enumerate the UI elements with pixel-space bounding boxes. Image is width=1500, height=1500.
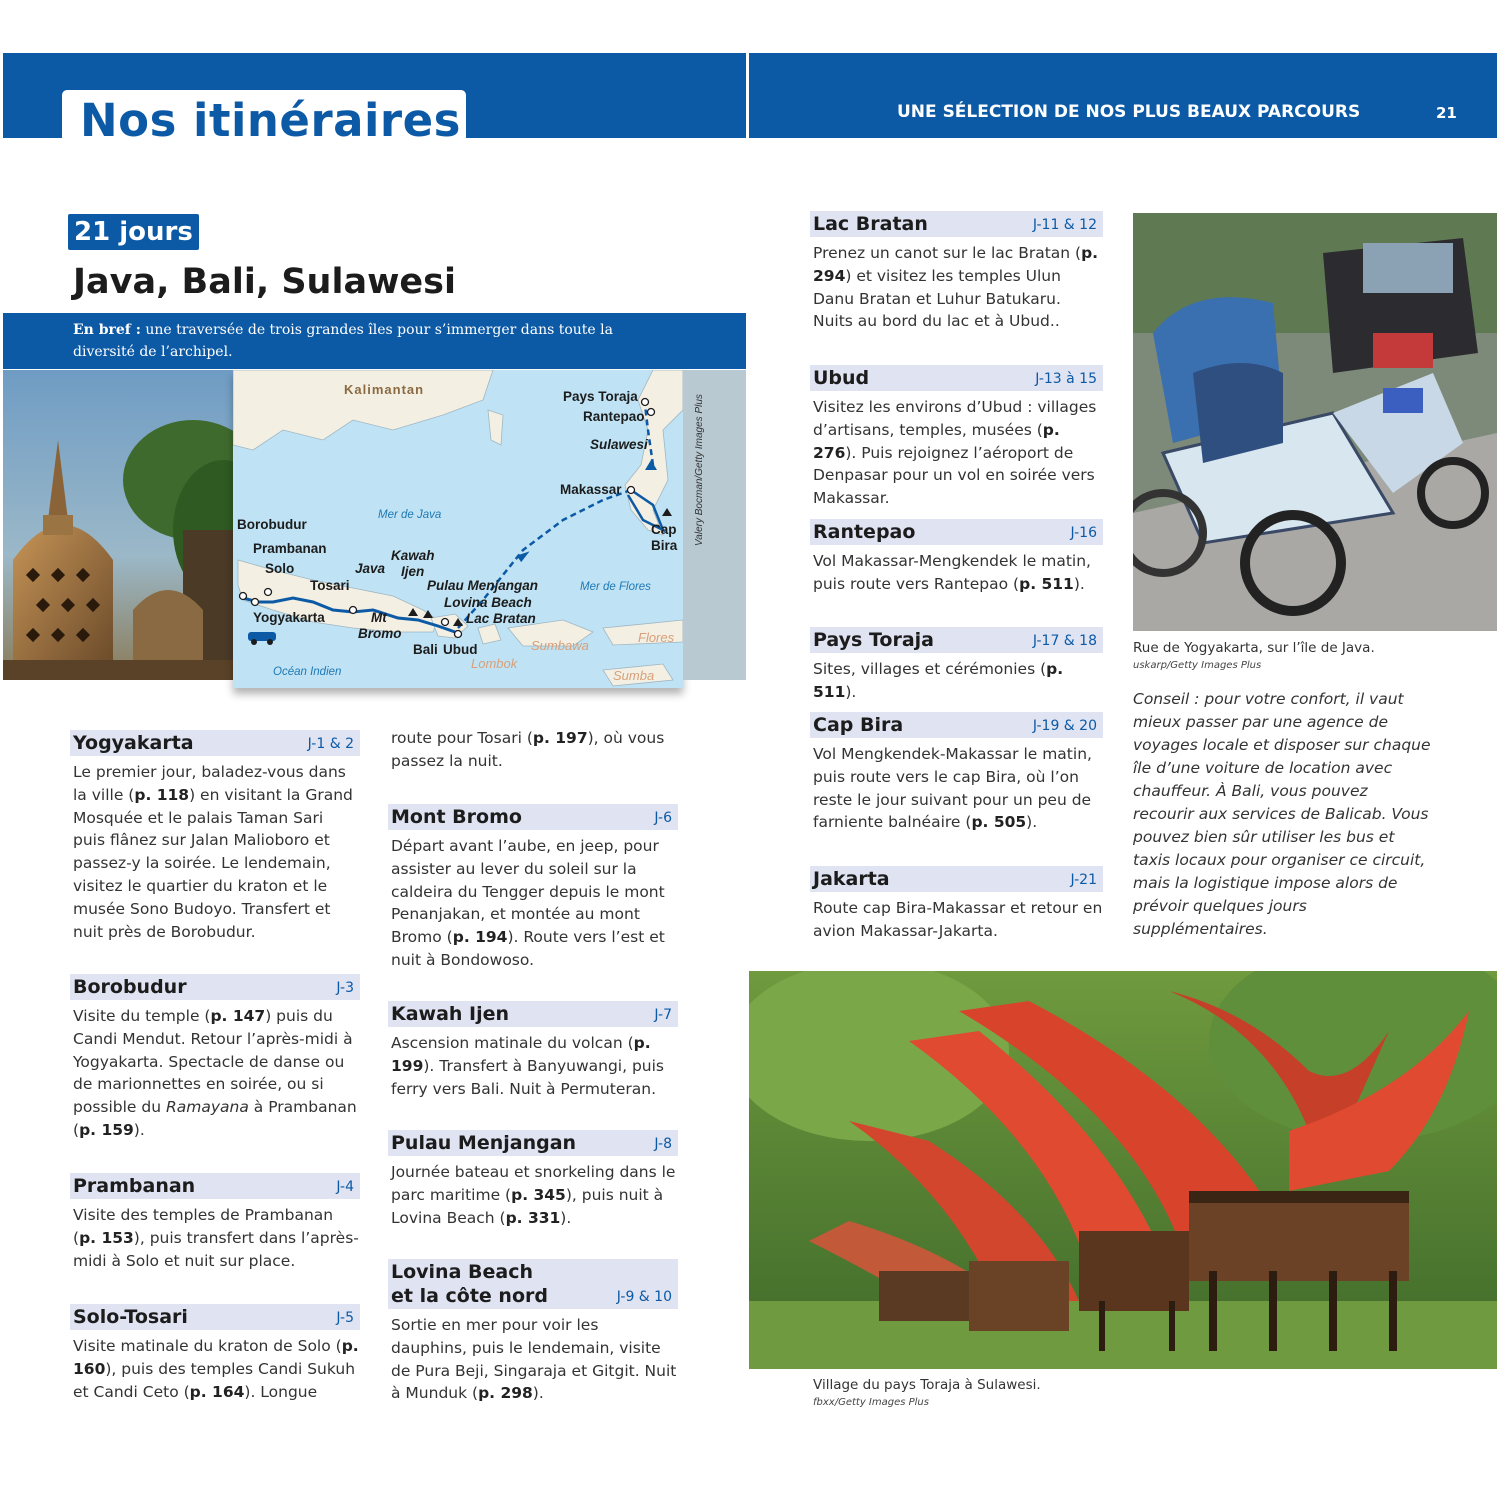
brief-text: une traversée de trois grandes îles pour s’immerger dans toute la diversité de l’archipel.	[73, 322, 613, 360]
page-ref: p. 194	[452, 928, 508, 947]
section-days: J-7	[654, 1007, 672, 1023]
header-band-right	[749, 53, 1497, 138]
becak-photo	[1133, 213, 1497, 631]
section-days: J-1 & 2	[307, 736, 354, 752]
section-borobudur	[70, 974, 360, 1142]
section-header	[388, 804, 678, 830]
map-label-makassar: Makassar	[560, 482, 622, 497]
brief-banner	[3, 313, 746, 369]
section-header	[810, 211, 1103, 237]
section-rantepao	[810, 519, 1103, 596]
section-name: Rantepao	[813, 521, 916, 543]
section-name: Jakarta	[813, 868, 890, 890]
borobudur-photo	[3, 370, 243, 680]
becak-caption: Rue de Yogyakarta, sur l’île de Java.	[1133, 640, 1375, 656]
section-days: J-13 à 15	[1035, 371, 1097, 387]
section-name: Solo-Tosari	[73, 1306, 188, 1328]
map-label-bromo: Bromo	[358, 626, 402, 641]
page-ref: p. 164	[189, 1382, 245, 1401]
map-label-sumbawa: Sumbawa	[531, 638, 589, 653]
section-header	[810, 627, 1103, 653]
page-ref: p. 160	[73, 1337, 359, 1378]
section-header	[388, 1259, 678, 1309]
section-name: Ubud	[813, 367, 870, 389]
section-header	[70, 1304, 360, 1330]
section-name: Cap Bira	[813, 714, 904, 736]
map-label-kawah: Kawah	[391, 548, 435, 563]
map-credit	[690, 378, 706, 548]
page-ref: p. 276	[813, 420, 1060, 462]
section-text: Sites, villages et cérémonies (p. 511).	[813, 660, 1064, 701]
becak-credit: uskarp/Getty Images Plus	[1133, 660, 1262, 671]
map-label-java: Java	[355, 561, 386, 576]
page-ref: p. 331	[505, 1208, 561, 1227]
section-pulau-menjangan	[388, 1130, 678, 1229]
page-ref: p. 294	[813, 244, 1099, 285]
section-text: Visite des temples de Prambanan (p. 153), puis transfert dans l’après-midi à Solo et nuit sur place.	[73, 1206, 359, 1270]
toraja-caption: Village du pays Toraja à Sulawesi.	[813, 1377, 1041, 1393]
page-ref: p. 511	[1019, 574, 1074, 593]
header-subtitle: UNE SÉLECTION DE NOS PLUS BEAUX PARCOURS	[897, 102, 1361, 122]
section-name: Borobudur	[73, 976, 187, 998]
map-label-borobudur: Borobudur	[237, 517, 307, 532]
section-text: Vol Mengkendek-Makassar le matin, puis route vers le cap Bira, où l’on reste le jour suivant pour un peu de farniente balnéaire (p. 505).	[813, 745, 1092, 832]
map-label-lac-bratan: Lac Bratan	[466, 611, 536, 626]
section-mont-bromo	[388, 804, 678, 972]
map-label-bira: Bira	[651, 538, 678, 553]
section-ubud	[810, 365, 1103, 510]
section-solo-continued	[388, 727, 678, 773]
map-label-bali: Bali	[413, 642, 438, 657]
section-days: J-4	[336, 1179, 354, 1195]
section-prambanan	[70, 1173, 360, 1272]
map-label-ubud: Ubud	[443, 642, 478, 657]
map-label-mt: Mt	[371, 610, 387, 625]
section-days: J-21	[1070, 872, 1097, 888]
section-header	[810, 519, 1103, 545]
section-text: Visitez les environs d’Ubud : villages d’artisans, temples, musées (p. 276). Puis rejoignez l’aéroport de Denpasar pour un vol en soirée vers Makassar.	[813, 398, 1097, 508]
section-days: J-16	[1070, 525, 1097, 541]
map-label-solo: Solo	[265, 561, 295, 576]
page-ref: p. 197	[532, 729, 588, 747]
section-text: route pour Tosari (p. 197), où vous passez la nuit.	[391, 729, 665, 770]
page-ref: p. 511	[813, 660, 1064, 701]
conseil-note: Conseil : pour votre confort, il vaut mieux passer par une agence de voyages locale et disposer sur chaque île d’une voiture de location avec chauffeur. À Bali, vous pouvez recourir aux services de Balicab. Vous pouvez bien sûr utiliser les bus et taxis locaux pour organiser ce circuit, mais la logistique impose alors de prévoir quelques jours supplémentaires.	[1133, 690, 1431, 938]
route-title: Java, Bali, Sulawesi	[73, 262, 456, 302]
page-title: Nos itinéraires	[80, 94, 461, 147]
section-name: Kawah Ijen	[391, 1003, 510, 1025]
toraja-photo	[749, 971, 1497, 1369]
section-header	[388, 1130, 678, 1156]
toraja-credit: fbxx/Getty Images Plus	[813, 1397, 929, 1408]
section-text: Visite du temple (p. 147) puis du Candi Mendut. Retour l’après-midi à Yogyakarta. Spectacle de danse ou de marionnettes en soirée, ou si possible du Ramayana à Prambanan (p. 159).	[73, 1007, 357, 1139]
map-label-mer-de-flores: Mer de Flores	[580, 581, 651, 593]
map-credit-text: Valery Bocman/Getty Images Plus	[694, 394, 705, 546]
section-header	[70, 1173, 360, 1199]
section-days: J-17 & 18	[1032, 633, 1097, 649]
map-label-mer-de-java: Mer de Java	[378, 509, 442, 521]
section-days: J-6	[654, 810, 672, 826]
map-label-ijen: Ijen	[401, 564, 425, 579]
section-name: Pays Toraja	[813, 629, 934, 651]
page-ref: p. 153	[79, 1228, 134, 1247]
page-ref: p. 199	[391, 1034, 651, 1075]
map-label-pulau-menjangan: Pulau Menjangan	[427, 578, 539, 593]
section-text: Sortie en mer pour voir les dauphins, puis le lendemain, visite de Pura Beji, Singaraja et Gitgit. Nuit à Munduk (p. 298).	[391, 1316, 677, 1403]
section-text: Ascension matinale du volcan (p. 199). Transfert à Banyuwangi, puis ferry vers Bali. Nuit à Permuteran.	[391, 1034, 665, 1098]
map-label-lovina-beach: Lovina Beach	[444, 595, 532, 610]
section-pays-toraja	[810, 627, 1103, 704]
map-label-sumba: Sumba	[613, 668, 655, 683]
map-label-cap: Cap	[651, 522, 677, 537]
section-name: Mont Bromo	[391, 806, 522, 828]
section-header	[388, 1001, 678, 1027]
section-header	[70, 974, 360, 1000]
section-days: J-9 & 10	[616, 1289, 672, 1305]
section-text: Prenez un canot sur le lac Bratan (p. 294) et visitez les temples Ulun Danu Bratan et Luhur Batukaru. Nuits au bord du lac et à Ubud..	[813, 244, 1099, 331]
section-text: Vol Makassar-Mengkendek le matin, puis route vers Rantepao (p. 511).	[813, 552, 1091, 593]
section-days: J-5	[336, 1310, 354, 1326]
section-name: Lovina Beach et la côte nord	[391, 1261, 548, 1307]
section-text: Le premier jour, baladez-vous dans la ville (p. 118) en visitant la Grand Mosquée et le palais Taman Sari puis flânez sur Jalan Malioboro et passez-y la soirée. Le lendemain, visitez le quartier du kraton et le musée Sono Budoyo. Transfert et nuit près de Borobudur.	[73, 763, 353, 941]
section-lac-bratan	[810, 211, 1103, 333]
map-label-lombok: Lombok	[471, 656, 518, 671]
page-ref: p. 345	[511, 1185, 566, 1204]
page-ref: p. 147	[210, 1007, 266, 1025]
section-text: Départ avant l’aube, en jeep, pour assister au lever du soleil sur la caldeira du Tengger depuis le mont Penanjakan, et montée au mont Bromo (p. 194). Route vers l’est et nuit à Bondowoso.	[391, 837, 665, 969]
page-ref: p. 159	[79, 1120, 134, 1139]
map-label-ocean-indien: Océan Indien	[273, 666, 342, 678]
section-name: Pulau Menjangan	[391, 1132, 577, 1154]
page-ref: p. 505	[971, 813, 1027, 832]
route-map	[233, 370, 683, 688]
page-ref: p. 118	[134, 785, 190, 804]
section-days: J-8	[654, 1136, 672, 1152]
section-yogyakarta	[70, 730, 360, 943]
section-cap-bira	[810, 712, 1103, 834]
section-kawah-ijen	[388, 1001, 678, 1100]
section-days: J-19 & 20	[1032, 718, 1097, 734]
map-label-pays-toraja: Pays Toraja	[563, 389, 638, 404]
map-label-flores: Flores	[638, 630, 675, 645]
page-ref: p. 298	[478, 1384, 533, 1403]
map-label-tosari: Tosari	[310, 578, 350, 593]
section-lovina	[388, 1259, 678, 1405]
section-text: Journée bateau et snorkeling dans le parc maritime (p. 345), puis nuit à Lovina Beach (p. 331).	[391, 1163, 676, 1227]
map-label-sulawesi: Sulawesi	[590, 437, 648, 452]
section-days: J-3	[336, 980, 354, 996]
map-label-yogyakarta: Yogyakarta	[253, 610, 325, 625]
section-name: Yogyakarta	[73, 732, 194, 754]
section-header	[810, 365, 1103, 391]
page-number: 21	[1436, 104, 1457, 122]
section-header	[810, 712, 1103, 738]
section-name: Prambanan	[73, 1175, 196, 1197]
section-jakarta	[810, 866, 1103, 943]
map-label-rantepao: Rantepao	[583, 409, 645, 424]
section-text: Route cap Bira-Makassar et retour en avion Makassar-Jakarta.	[813, 899, 1103, 940]
section-text: Visite matinale du kraton de Solo (p. 160), puis des temples Candi Sukuh et Candi Ceto (p. 164). Longue	[73, 1337, 359, 1401]
section-days: J-11 & 12	[1032, 217, 1097, 233]
map-label-prambanan: Prambanan	[253, 541, 327, 556]
section-header	[810, 866, 1103, 892]
section-header	[70, 730, 360, 756]
section-solo-tosari	[70, 1304, 360, 1403]
map-label-kalimantan: Kalimantan	[344, 382, 425, 397]
section-name: Lac Bratan	[813, 213, 928, 235]
brief-label: En bref :	[73, 322, 141, 338]
days-badge: 21 jours	[68, 214, 199, 250]
